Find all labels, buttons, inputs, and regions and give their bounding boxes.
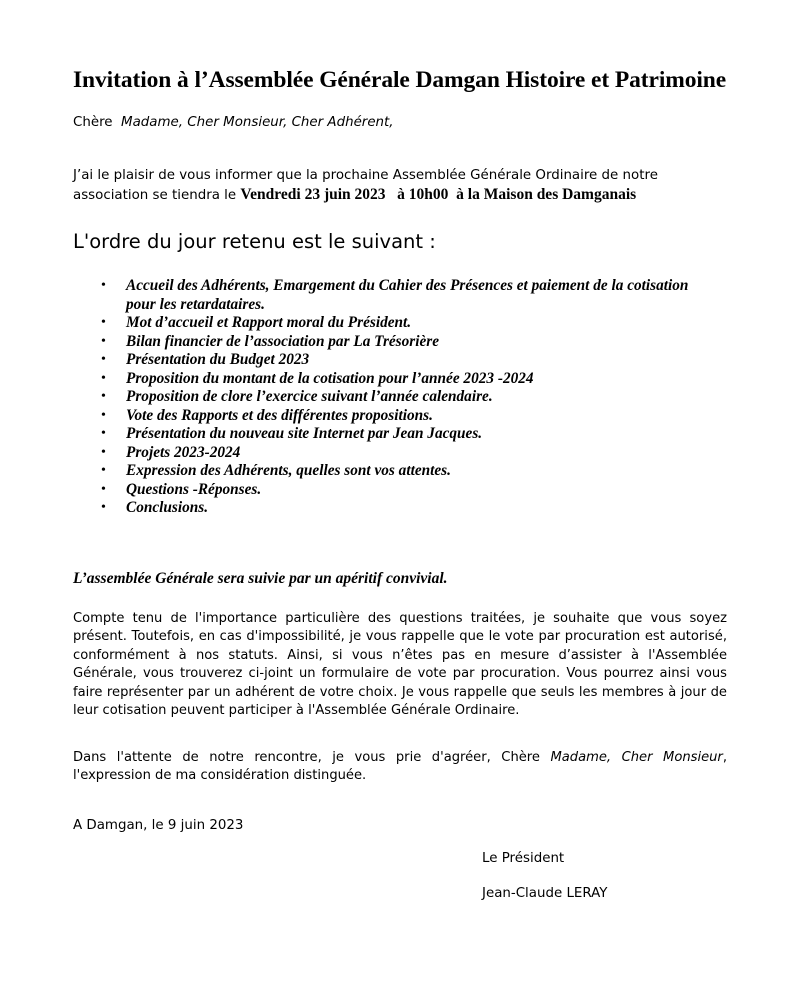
bullet-icon: • (101, 370, 106, 386)
agenda-item-text: Présentation du Budget 2023 (126, 351, 310, 368)
bullet-icon: • (101, 315, 106, 330)
agenda-item-text: Conclusions. (126, 499, 209, 516)
bullet-icon: • (101, 481, 106, 497)
agenda-item-text: Questions -Réponses. (126, 480, 262, 498)
document-title: Invitation à l’Assemblée Générale Damgan Histoire et Patrimoine (73, 67, 727, 93)
agenda-list (100, 277, 700, 518)
agenda-item-text: Projets 2023-2024 (126, 443, 241, 461)
bullet-icon: • (101, 463, 106, 478)
proxy-vote-paragraph: Compte tenu de l'importance particulière des questions traitées, je souhaite que vous soyez présent. Toutefois, en cas d'impossibilité, je vous rappelle que le vote par procuration est autorisé, conformément à nos statuts. Ainsi, si vous n’êtes pas en mesure d’assister à l'Assemblée Générale, vous trouverez ci-joint un formulaire de vote par procuration. Vous pourrez ainsi vous faire représenter par un adhérent de votre choix. Je vous rappelle que seuls les membres à jour de leur cotisation peuvent participer à l'Assemblée Générale Ordinaire. (73, 611, 727, 719)
intro-text: J’ai le plaisir de vous informer que la prochaine Assemblée Générale Ordinaire de notre association se tiendra le (73, 168, 658, 203)
agenda-item (100, 277, 700, 314)
agenda-item-text: Présentation du nouveau site Internet par Jean Jacques. (126, 425, 483, 442)
salutation (73, 115, 394, 130)
agenda-item-text: Proposition de clore l’exercice suivant l’année calendaire. (126, 388, 493, 405)
agenda-item (100, 407, 700, 426)
agenda-item-text: Vote des Rapports et des différentes propositions. (126, 406, 433, 424)
bullet-icon: • (101, 278, 106, 293)
agenda-item (100, 425, 700, 444)
agenda-item (100, 333, 700, 352)
agenda-item (100, 481, 700, 500)
agenda-item-text: Bilan financier de l’association par La Trésorière (126, 332, 440, 350)
bullet-icon: • (101, 500, 106, 515)
bullet-icon: • (101, 352, 106, 367)
bullet-icon: • (101, 389, 106, 404)
bullet-icon: • (101, 426, 106, 441)
signature-name: Jean-Claude LERAY (482, 886, 608, 901)
bullet-icon: • (101, 333, 106, 349)
date-line: A Damgan, le 9 juin 2023 (73, 818, 244, 833)
agenda-item (100, 370, 700, 389)
agenda-item (100, 314, 700, 333)
salutation-recipients: Madame, Cher Monsieur, Cher Adhérent, (121, 115, 394, 130)
agenda-item-text: Expression des Adhérents, quelles sont vos attentes. (126, 462, 451, 479)
meeting-date: Vendredi 23 juin 2023 (240, 186, 386, 203)
agenda-item-text: Mot d’accueil et Rapport moral du Président. (126, 314, 412, 331)
aperitif-note: L’assemblée Générale sera suivie par un apéritif convivial. (73, 570, 448, 587)
meeting-time: à 10h00 (397, 186, 449, 203)
agenda-item-text: Accueil des Adhérents, Emargement du Cahier des Présences et paiement de la cotisation pour les retardataires. (126, 277, 689, 313)
agenda-heading: L'ordre du jour retenu est le suivant : (73, 230, 436, 253)
agenda-item (100, 388, 700, 407)
closing-recipients: Madame, Cher Monsieur (550, 750, 723, 765)
agenda-item (100, 499, 700, 518)
closing-after: , l'expression de ma considération distinguée. (73, 750, 727, 784)
bullet-icon: • (101, 407, 106, 423)
agenda-item (100, 351, 700, 370)
closing-paragraph (73, 749, 727, 786)
meeting-place: à la Maison des Damganais (456, 186, 637, 203)
intro-paragraph (73, 166, 733, 205)
agenda-item (100, 444, 700, 463)
salutation-prefix: Chère (73, 115, 113, 130)
bullet-icon: • (101, 444, 106, 460)
agenda-item-text: Proposition du montant de la cotisation pour l’année 2023 -2024 (126, 369, 534, 387)
signature-role: Le Président (482, 851, 565, 866)
agenda-item (100, 462, 700, 481)
closing-before: Dans l'attente de notre rencontre, je vous prie d'agréer, Chère (73, 750, 551, 765)
